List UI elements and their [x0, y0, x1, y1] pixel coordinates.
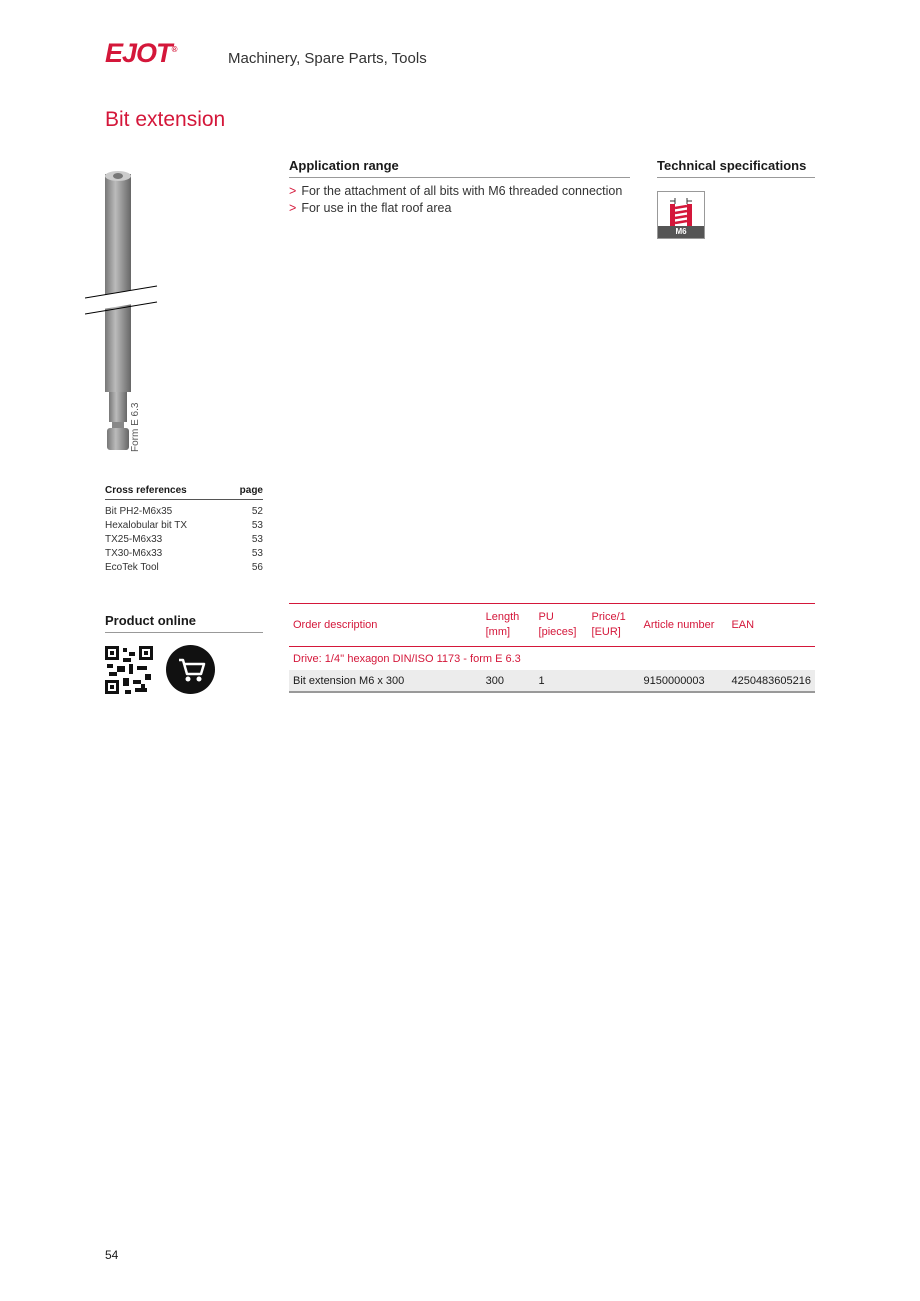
- cross-reference-item[interactable]: TX30-M6x33 53: [105, 548, 263, 559]
- shopping-cart-icon: [166, 645, 215, 694]
- application-range: [289, 158, 630, 218]
- col-order-description: Order description: [289, 604, 482, 647]
- qr-code-icon[interactable]: [105, 646, 153, 694]
- cross-reference-item[interactable]: EcoTek Tool 56: [105, 562, 263, 573]
- col-ean: EAN: [727, 604, 815, 647]
- cell-price: [588, 670, 640, 692]
- cell-ean: 4250483605216: [727, 670, 815, 692]
- group-label: Drive: 1/4'' hexagon DIN/ISO 1173 - form E 6.3: [293, 652, 521, 665]
- col-article-number: Article number: [639, 604, 727, 647]
- logo-text: EJOT: [105, 38, 172, 68]
- application-item: > For the attachment of all bits with M6 threaded connection: [289, 184, 623, 198]
- page-title: Bit extension: [105, 108, 226, 131]
- page-heading: page: [239, 485, 263, 496]
- cell-length: 300: [482, 670, 535, 692]
- product-online-heading: Product online: [105, 613, 263, 633]
- shopping-cart-button[interactable]: [166, 645, 215, 694]
- table-group-row: [289, 647, 815, 671]
- cross-reference-item[interactable]: Bit PH2-M6x35 52: [105, 506, 263, 517]
- category-title: Machinery, Spare Parts, Tools: [228, 50, 427, 67]
- page-number: 54: [105, 1248, 119, 1262]
- order-table: [289, 603, 815, 693]
- application-range-heading: Application range: [289, 158, 630, 178]
- bit-extension-image: [85, 168, 165, 458]
- ejot-logo: EJOT®: [105, 38, 177, 68]
- product-online: [105, 613, 263, 633]
- cross-references: [105, 485, 263, 575]
- col-pu: PU [pieces]: [535, 604, 588, 647]
- col-length: Length [mm]: [482, 604, 535, 647]
- m6-thread-icon: [657, 191, 705, 239]
- table-header-row: [289, 604, 815, 647]
- cell-article-number: 9150000003: [639, 670, 727, 692]
- form-label: Form E 6.3: [130, 402, 141, 452]
- technical-specifications: [657, 158, 815, 178]
- technical-specifications-heading: Technical specifications: [657, 158, 815, 178]
- cross-reference-item[interactable]: TX25-M6x33 53: [105, 534, 263, 545]
- m6-label: M6: [658, 226, 704, 238]
- cell-description: Bit extension M6 x 300: [289, 670, 482, 692]
- cross-references-heading: Cross references: [105, 485, 187, 496]
- table-row[interactable]: [289, 670, 815, 692]
- cell-pu: 1: [535, 670, 588, 692]
- col-price: Price/1 [EUR]: [588, 604, 640, 647]
- application-item: > For use in the flat roof area: [289, 201, 452, 215]
- cross-reference-item[interactable]: Hexalobular bit TX 53: [105, 520, 263, 531]
